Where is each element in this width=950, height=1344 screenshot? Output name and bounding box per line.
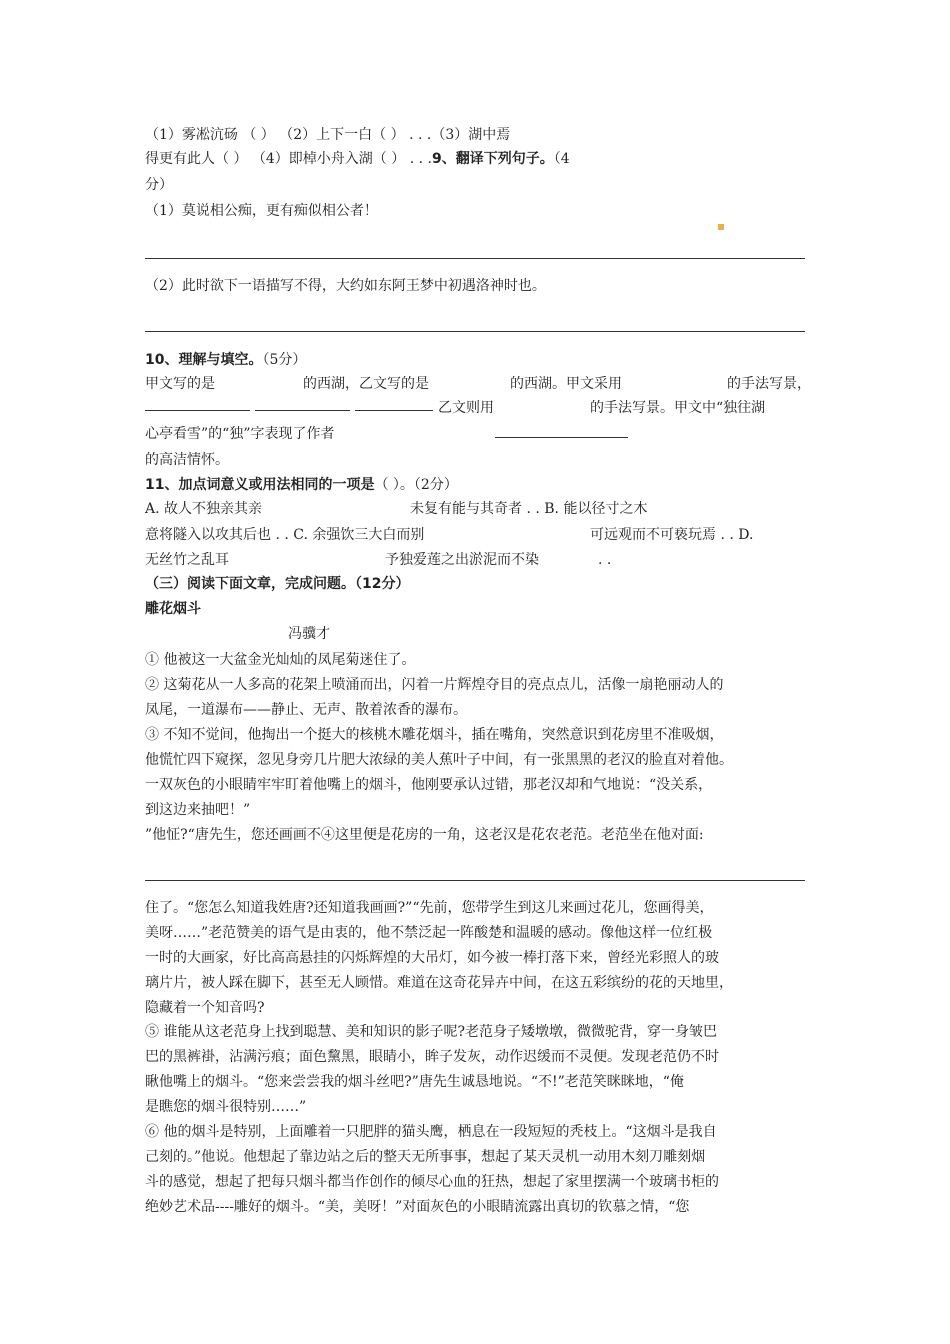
fill-blank-1[interactable] (145, 410, 250, 411)
q10-text-1c: 的西湖。甲文采用 (510, 376, 622, 392)
q10-text-1a: 甲文写的是 (145, 376, 215, 392)
q10-text-4: 的高洁情怀。 (145, 452, 229, 468)
q11-option-b-1: 意将隧入以攻其后也 . . C. 余强饮三大白而别 (145, 527, 425, 543)
q8-line-3: 分） (145, 177, 173, 193)
paragraph-5-line-2: 巴的黑裤褂，沾满污痕；面色黧黑，眼睛小，眸子发灰，动作迟缓而不灵便。发现老范仍不时 (145, 1049, 719, 1065)
q10-label: 10、理解与填空。 (145, 352, 263, 368)
q9-score: （4 (553, 151, 570, 167)
paragraph-3-line-2: 他慌忙四下窥探，忽见身旁几片肥大浓绿的美人蕉叶子中间，有一张黑黑的老汉的脸直对着他。 (145, 752, 733, 768)
q10-score: （5分） (262, 352, 307, 368)
paragraph-5-line-3: 瞅他嘴上的烟斗。“您来尝尝我的烟斗丝吧?”唐先生诚恳地说。“不!”老范笑眯眯地，“俺 (145, 1074, 684, 1090)
paragraph-4-line-6: 隐藏着一个知音吗? (145, 1000, 265, 1016)
q8-line-1: （1）雾凇沆砀 （ ） （2）上下一白（ ） . . .（3）湖中焉 (145, 127, 511, 143)
paragraph-3-line-4: 到这边来抽吧！” (145, 802, 251, 818)
margin-dot-icon (718, 224, 724, 230)
q8-line-2-text: 得更有此人（ ） （4）即棹小舟入湖（ ） . . . (145, 151, 432, 167)
q10-text-1b: 的西湖，乙文写的是 (303, 376, 429, 392)
divider-line (145, 880, 805, 881)
answer-line-1 (145, 258, 805, 259)
section-3-heading: （三）阅读下面文章，完成问题。（12分） (145, 576, 410, 592)
q11-option-c-2: 予独爱莲之出淤泥而不染 (385, 552, 539, 568)
paragraph-3-line-1: ③ 不知不觉间，他掏出一个挺大的核桃木雕花烟斗，插在嘴角，突然意识到花房里不准吸烟， (145, 727, 724, 743)
paragraph-6-line-1: ⑥ 他的烟斗是特别，上面雕着一只肥胖的猫头鹰，栖息在一段短短的秃枝上。“这烟斗是我自 (145, 1124, 717, 1140)
q11-tail: （ ）。（2分） (374, 477, 458, 493)
fill-blank-2[interactable] (255, 410, 350, 411)
q8-line-2 (145, 149, 570, 169)
q11-label: 11、加点词意义或用法相同的一项是 (145, 477, 375, 493)
fill-blank-3[interactable] (355, 410, 433, 411)
q11-heading (145, 475, 458, 495)
paragraph-2-line-1: ② 这菊花从一人多高的花架上喷涌而出，闪着一片辉煌夺目的亮点点儿，活像一扇艳丽动人的 (145, 677, 724, 693)
paragraph-4-line-4: 一时的大画家，好比高高悬挂的闪烁辉煌的大吊灯，如今被一棒打落下来，曾经光彩照人的玻 (145, 950, 719, 966)
q10-text-1d: 的手法写景， (727, 376, 811, 392)
answer-line-2 (145, 331, 805, 332)
q9-sentence-2: （2）此时欲下一语描写不得，大约如东阿王梦中初遇洛神时也。 (145, 278, 546, 294)
q10-text-2a: 乙文则用 (438, 400, 494, 416)
paragraph-4-line-3: 美呀……”老范赞美的语气是由衷的，他不禁泛起一阵酸楚和温暖的感动。像他这样一位红极 (145, 925, 713, 941)
q10-text-2b: 的手法写景。甲文中“独往湖 (590, 400, 766, 416)
paragraph-5-line-4: 是瞧您的烟斗很特别……” (145, 1099, 307, 1115)
paragraph-4-line-2: 住了。“您怎么知道我姓唐?还知道我画画?”“先前，您带学生到这儿来画过花儿，您画得美， (145, 900, 714, 916)
q10-text-3: 心亭看雪”的“独”字表现了作者 (145, 426, 335, 442)
paragraph-6-line-3: 斗的感觉，想起了把每只烟斗都当作创作的倾尽心血的狂热，想起了家里摆满一个玻璃书柜的 (145, 1174, 719, 1190)
q11-option-a-2: 未复有能与其奇者 . . B. 能以径寸之木 (410, 501, 648, 517)
paragraph-4-line-5: 璃片片，被人踩在脚下，甚至无人顾惜。难道在这奇花异卉中间，在这五彩缤纷的花的天地里， (145, 975, 733, 991)
fill-blank-4[interactable] (495, 437, 628, 438)
paragraph-6-line-4: 绝妙艺术品----雕好的烟斗。“美，美呀！”对面灰色的小眼睛流露出真切的钦慕之情，“您 (145, 1199, 690, 1215)
paragraph-2-line-2: 凤尾，一道瀑布——静止、无声、散着浓香的瀑布。 (145, 702, 467, 718)
passage-author: 冯骥才 (288, 626, 330, 642)
paragraph-6-line-2: 己刻的。”他说。他想起了靠边站之后的整天无所事事，想起了某天灵机一动用木刻刀雕刻烟 (145, 1149, 706, 1165)
q11-option-c-3: . . (598, 552, 612, 568)
q9-sentence-1: （1）莫说相公痴，更有痴似相公者！ (145, 203, 378, 219)
q11-option-a-1: A. 故人不独亲其亲 (145, 501, 263, 517)
paragraph-3-line-3: 一双灰色的小眼睛牢牢盯着他嘴上的烟斗，他刚要承认过错，那老汉却和气地说：“没关系， (145, 777, 713, 793)
paragraph-4-line-1: ”他怔?“唐先生，您还画画不④这里便是花房的一角，这老汉是花农老范。老范坐在他对面: (145, 827, 704, 843)
q11-option-c-1: 无丝竹之乱耳 (145, 552, 229, 568)
q9-label: 9、翻译下列句子。 (431, 151, 554, 167)
q10-heading (145, 350, 306, 370)
q11-option-b-2: 可远观而不可亵玩焉 . . D. (590, 527, 754, 543)
passage-title: 雕花烟斗 (145, 601, 201, 617)
paragraph-5-line-1: ⑤ 谁能从这老范身上找到聪慧、美和知识的影子呢?老范身子矮墩墩，微微驼背，穿一身皱巴 (145, 1024, 717, 1040)
paragraph-1: ① 他被这一大盆金光灿灿的凤尾菊迷住了。 (145, 652, 416, 668)
